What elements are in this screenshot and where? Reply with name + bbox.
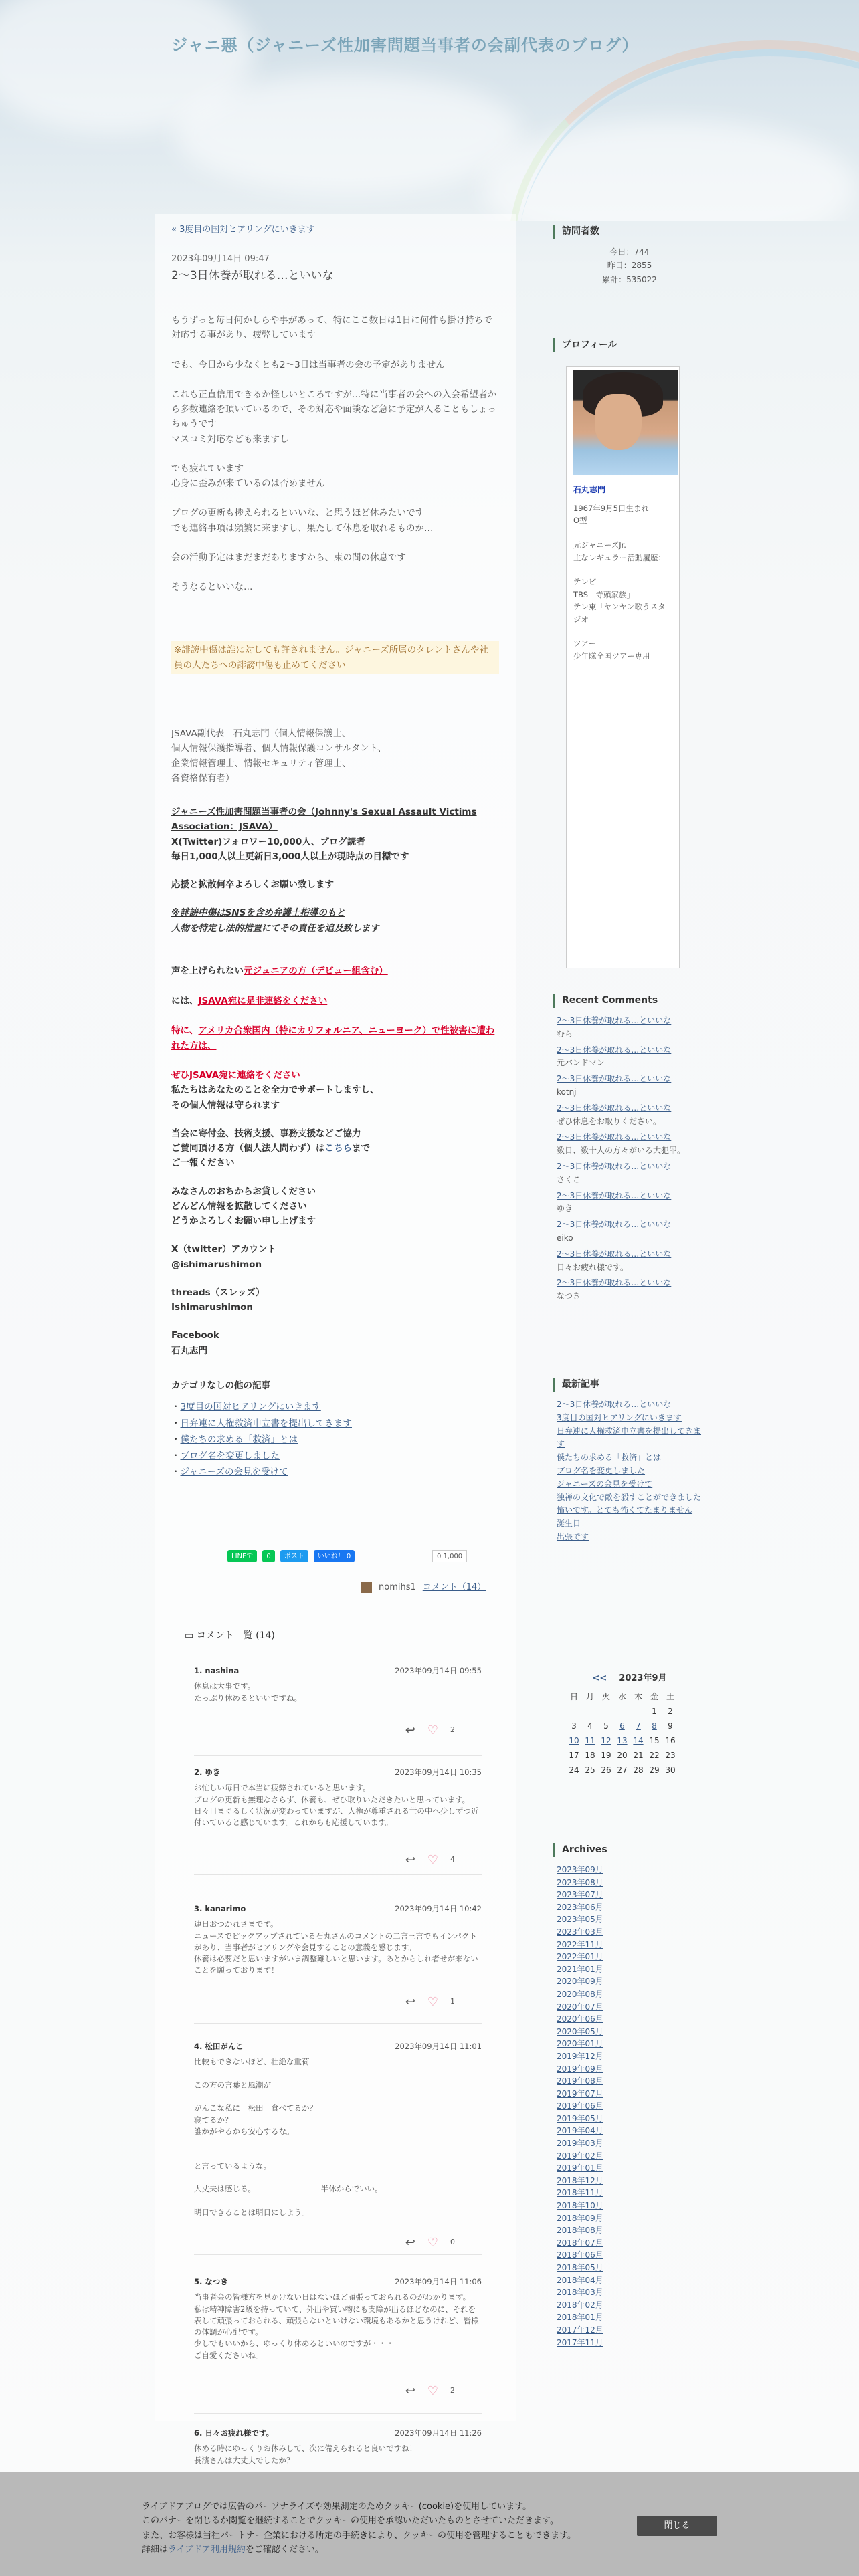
category-link[interactable]: ジャニーズの会見を受けて (180, 1467, 288, 1478)
recent-post-link[interactable]: 3度目の国対ヒアリングにいきます (557, 1412, 682, 1422)
calendar-day: 19 (601, 1750, 611, 1760)
archive-link[interactable]: 2023年09月 (557, 1865, 603, 1874)
comment-article-link[interactable]: 2〜3日休養が取れる…といいな (557, 1278, 672, 1288)
archive-link[interactable]: 2019年04月 (557, 2126, 603, 2136)
comment-text: 連日おつかれさまです。 ニュースでピックアップされている石丸さんのコメントの二言三言でもインパクトがあり、当事者がヒアリングや会見することの意義を感じます。 休養は必要だと思いますがいま調整難しいと思います。あとからしれ者せが来ないことを願っております！ (194, 1919, 478, 1975)
recent-post-link[interactable]: ブログ名を変更しました (557, 1465, 646, 1475)
recent-post-link[interactable]: 怖いです。とても怖くてたまりません (557, 1505, 693, 1515)
category-list (171, 1400, 499, 1479)
commenter-name: kotnj (557, 1087, 577, 1097)
weekday-header: 土 (666, 1691, 674, 1701)
calendar-day (614, 1704, 630, 1719)
like-icon[interactable]: ♡ (427, 1853, 438, 1867)
category-link[interactable]: ブログ名を変更しました (180, 1451, 280, 1462)
calendar-day: 3 (571, 1721, 577, 1731)
call-highlight: JSAVA宛に連絡をください (189, 1070, 300, 1081)
calendar-day: 15 (649, 1735, 660, 1745)
call-highlight: 元ジュニアの方（デビュー組含む） (244, 966, 388, 977)
commenter-name: 元バンドマン (557, 1058, 605, 1068)
archive-link[interactable]: 2022年11月 (557, 1939, 603, 1949)
calendar-day: 25 (585, 1765, 595, 1775)
comment-item (194, 1767, 482, 1875)
x-account: X（twitter）アカウント @ishimarushimon (171, 1244, 277, 1270)
weekday-header: 日 (569, 1691, 578, 1701)
calendar-day-link[interactable]: 10 (569, 1735, 579, 1745)
x-post-button[interactable]: ポスト (280, 1550, 308, 1562)
paragraph: そうなるといいな… (171, 582, 253, 593)
recent-post-link[interactable]: ジャニーズの会見を受けて (557, 1479, 653, 1489)
calendar-day: 20 (617, 1750, 628, 1760)
comment-date: 2023年09月14日 10:35 (395, 1767, 482, 1777)
commenter-name: さくこ (557, 1174, 581, 1184)
comment-author: 5. なつき (194, 2277, 228, 2286)
weekday-header: 水 (617, 1691, 626, 1701)
list-item (171, 1448, 499, 1463)
terms-link[interactable]: ライブドア利用規約 (168, 2545, 246, 2555)
donate-text: まで ご一報ください (171, 1143, 370, 1169)
like-count: 1 (450, 1997, 455, 2006)
archive-link[interactable]: 2019年12月 (557, 2051, 603, 2061)
call-text: 特に、 (171, 1025, 199, 1037)
warning-text: ※誹謗中傷はSNSを含め弁護士指導のもと 人物を特定し法的措置にてその責任を追及致します (171, 907, 379, 934)
archives-widget (553, 1843, 706, 2349)
recent-post-link[interactable]: 出張です (557, 1531, 589, 1541)
comment-date: 2023年09月14日 10:42 (395, 1904, 482, 1913)
post-date: 2023年09月14日 09:47 (171, 254, 270, 264)
list-item (171, 1432, 499, 1447)
calendar-day-link[interactable]: 8 (652, 1721, 657, 1731)
calendar-day (598, 1704, 614, 1719)
call-text: ぜひ (171, 1070, 189, 1081)
weekday-header: 木 (634, 1691, 642, 1701)
recent-post-link[interactable]: 2〜3日休養が取れる…といいな (557, 1400, 672, 1409)
comment-article-link[interactable]: 2〜3日休養が取れる…といいな (557, 1249, 672, 1259)
archive-link[interactable]: 2018年11月 (557, 2188, 603, 2198)
commenter-name: なつき (557, 1291, 581, 1301)
archive-link[interactable]: 2023年06月 (557, 1902, 603, 1912)
calendar-widget (553, 1672, 706, 1778)
comment-date: 2023年09月14日 09:55 (395, 1666, 482, 1675)
comment-article-link[interactable]: 2〜3日休養が取れる…といいな (557, 1016, 672, 1025)
calendar-table (566, 1689, 678, 1778)
comments-heading (185, 1629, 275, 1643)
comment-article-link[interactable]: 2〜3日休養が取れる…といいな (557, 1074, 672, 1084)
archive-link[interactable]: 2019年02月 (557, 2151, 603, 2161)
comment-article-link[interactable]: 2〜3日休養が取れる…といいな (557, 1132, 672, 1142)
visitor-widget (553, 225, 706, 286)
calendar-day: 29 (649, 1765, 660, 1775)
comments-heading-text: コメント一覧 (14) (196, 1630, 275, 1641)
archive-link[interactable]: 2023年08月 (557, 1877, 603, 1887)
like-icon[interactable]: ♡ (427, 1995, 438, 2009)
cookie-text-block (142, 2500, 650, 2557)
recent-post-link[interactable]: 誕生日 (557, 1519, 581, 1529)
archive-link[interactable]: 2018年06月 (557, 2250, 603, 2260)
org-name: ジャニーズ性加害問題当事者の会（Johnny's Sexual Assault Victims Association：JSAVA） (171, 807, 477, 833)
visitor-counts: 今日：744 昨日：2855 累計：535022 (602, 247, 657, 284)
reply-icon[interactable]: ↩ (405, 1995, 415, 2009)
archive-link[interactable]: 2017年12月 (557, 2325, 603, 2335)
commenter-name: 日々お疲れ様です。 (557, 1262, 629, 1272)
calendar-day: 4 (587, 1721, 593, 1731)
support-promise: 私たちはあなたのことを全力でサポートしますし、 その個人情報は守られます (171, 1085, 379, 1111)
category-link[interactable]: 3度目の国対ヒアリングにいきます (180, 1402, 321, 1413)
list-item (171, 1465, 499, 1479)
archive-link[interactable]: 2023年03月 (557, 1927, 603, 1937)
calendar-day-link[interactable]: 14 (633, 1735, 644, 1745)
archive-link[interactable]: 2023年07月 (557, 1890, 603, 1900)
list-item (171, 1400, 499, 1414)
archive-link[interactable]: 2020年08月 (557, 1989, 603, 1999)
comment-author: 4. 松田がんこ (194, 2042, 244, 2051)
reply-icon[interactable]: ↩ (405, 2236, 415, 2250)
comment-article-link[interactable]: 2〜3日休養が取れる…といいな (557, 1190, 672, 1200)
paragraph: もうずっと毎日何かしらや事があって、特にここ数日は1日に何件も掛け持ちで対応する事があり、疲弊しています (171, 315, 492, 341)
byline (361, 1581, 486, 1594)
threads-account: threads（スレッズ） Ishimarushimon (171, 1287, 265, 1313)
recent-comments-widget (553, 994, 706, 1306)
comment-item (194, 2276, 482, 2414)
weekday-header: 火 (601, 1691, 610, 1701)
reply-icon[interactable]: ↩ (405, 2384, 415, 2398)
recent-post-link[interactable]: 日弁連に人権救済申立書を提出してきます (557, 1426, 702, 1449)
weekday-header: 月 (585, 1691, 594, 1701)
profile-info: 1967年9月5日生まれ O型 元ジャニーズJr. 主なレギュラー活動履歴： テレビ TBS「寺頭家族」 テレ東「ヤンヤン歌うスタジオ」 ツアー 少年隊全国ツアー専用 (573, 504, 666, 661)
call-highlight: アメリカ合衆国内（特にカリフォルニア、ニューヨーク）で性被害に遭われた方は、 (171, 1025, 495, 1051)
widget-heading: Archives (553, 1843, 706, 1857)
paragraph: 会の活動予定はまだまだありますから、束の間の休息です (171, 552, 406, 563)
calendar-day: 16 (665, 1735, 676, 1745)
archive-link[interactable]: 2020年01月 (557, 2039, 603, 2049)
post-title[interactable]: 2〜3日休養が取れる…といいな (171, 269, 334, 282)
calendar-day: 26 (601, 1765, 611, 1775)
archive-link[interactable]: 2022年01月 (557, 1952, 603, 1962)
archive-link[interactable]: 2018年01月 (557, 2313, 603, 2323)
widget-heading: 訪問者数 (553, 225, 706, 239)
archive-link[interactable]: 2018年09月 (557, 2213, 603, 2223)
archive-link[interactable]: 2017年11月 (557, 2337, 603, 2347)
paragraph: でも疲れています 心身に歪みが来ているのは否めません (171, 463, 325, 490)
like-icon[interactable]: ♡ (427, 2384, 438, 2398)
notice-text: ※誹謗中傷は誰に対しても許されません。ジャニーズ所属のタレントさんや社員の人たちへの誹謗中傷も止めてください (171, 641, 499, 674)
cookie-tail: をご確認ください。 (245, 2545, 324, 2555)
calendar-day: 22 (649, 1750, 660, 1760)
calendar-prev-link[interactable]: << (592, 1673, 607, 1683)
blog-title[interactable]: ジャニ悪（ジャニーズ性加害問題当事者の会副代表のブログ） (171, 36, 639, 55)
archive-link[interactable]: 2018年10月 (557, 2201, 603, 2211)
call-highlight: JSAVA宛に是非連絡をください (198, 995, 328, 1006)
category-link[interactable]: 日弁連に人権救済申立書を提出してきます (180, 1418, 352, 1429)
archive-link[interactable]: 2019年06月 (557, 2101, 603, 2111)
reply-icon[interactable]: ↩ (405, 1723, 415, 1737)
face-shape (595, 394, 642, 450)
comment-author: 3. kanarimo (194, 1904, 246, 1913)
archive-link[interactable]: 2021年01月 (557, 1964, 603, 1974)
archive-link[interactable]: 2020年05月 (557, 2026, 603, 2036)
recent-post-link[interactable]: 僕たちの求める「救済」とは (557, 1453, 662, 1463)
prev-article-link[interactable]: « 3度目の国対ヒアリングにいきます (171, 225, 315, 235)
calendar-title: 2023年9月 (619, 1673, 667, 1683)
rainbow-decoration (518, 49, 859, 221)
like-count: 4 (450, 1855, 455, 1864)
recent-comments-list (553, 1014, 706, 1303)
calendar-day: 30 (665, 1765, 676, 1775)
category-heading: カテゴリなしの他の記事 (171, 1380, 270, 1392)
author-name[interactable]: nomihs1 (379, 1582, 416, 1592)
widget-heading: Recent Comments (553, 994, 706, 1008)
paragraph: ブログの更新も捗えられるといいな、と思うほど休みたいです でも連絡事項は頻繁に来ますし、果たして休息を取れるものか… (171, 508, 434, 534)
comment-date: 2023年09月14日 11:01 (395, 2042, 482, 2051)
donate-text: 当会に寄付金、技術支援、事務支援などご協力 ご賛同頂ける方（個人法人問わず）は (171, 1128, 361, 1154)
cookie-close-button[interactable]: 閉じる (637, 2516, 717, 2536)
facebook-like-button[interactable]: いいね！ 0 (314, 1550, 355, 1562)
recent-post-link[interactable]: 独禅の文化で敵を殺すことができました (557, 1492, 702, 1502)
hatena-bookmark-button[interactable]: 0 1,000 (432, 1550, 467, 1562)
line-share-button[interactable]: LINEで (227, 1550, 257, 1562)
archive-link[interactable]: 2018年03月 (557, 2288, 603, 2298)
calendar-day: 17 (569, 1750, 579, 1760)
recent-posts-widget (553, 1378, 706, 1544)
comment-date: 2023年09月14日 11:26 (395, 2428, 482, 2438)
comment-text: お忙しい毎日で本当に疲弊されていると思います。 ブログの更新も無理なさらず、休養も、ぜひ取りいただきたいと思っています。 日々目まぐるしく状況が変わっていますが、人権が尊重される世の中へ少しずつ近付いていると感じています。これからも応援しています。 (194, 1783, 479, 1827)
comments-link[interactable]: コメント（14） (422, 1582, 486, 1592)
archive-link[interactable]: 2019年05月 (557, 2113, 603, 2123)
calendar-day: 18 (585, 1750, 595, 1760)
comment-article-link[interactable]: 2〜3日休養が取れる…といいな (557, 1103, 672, 1113)
comment-article-link[interactable]: 2〜3日休養が取れる…といいな (557, 1045, 672, 1055)
commenter-name: むら (557, 1029, 573, 1039)
facebook-account: Facebook 石丸志門 (171, 1330, 219, 1356)
call-text: には、 (171, 995, 199, 1006)
archive-link[interactable]: 2023年05月 (557, 1915, 603, 1925)
author-avatar (361, 1582, 372, 1593)
archives-list (553, 1864, 706, 2349)
share-buttons (227, 1550, 355, 1562)
calendar-day: 9 (668, 1721, 673, 1731)
paragraph: でも、今日から少なくとも2〜3日は当事者の会の予定がありません (171, 359, 445, 370)
like-count: 2 (450, 2386, 455, 2395)
comment-text: 休める時にゆっくりお休みして、次に備えられると良いですね！ 長濱さんは大丈夫でしたか？ (194, 2444, 417, 2465)
comment-author: 2. ゆき (194, 1767, 221, 1777)
archive-link[interactable]: 2019年09月 (557, 2064, 603, 2074)
like-icon[interactable]: ♡ (427, 1723, 438, 1737)
comment-item (194, 1665, 482, 1756)
archive-link[interactable]: 2019年07月 (557, 2088, 603, 2099)
support-text: 応援と拡散何卒よろしくお願い致します (171, 879, 334, 891)
comment-author: 1. nashina (194, 1666, 240, 1675)
calendar-day: 21 (633, 1750, 644, 1760)
comment-article-link[interactable]: 2〜3日休養が取れる…といいな (557, 1220, 672, 1230)
archive-link[interactable]: 2018年12月 (557, 2175, 603, 2185)
ask-text: みなさんのおちからお貸しください どんどん情報を拡散してください どうかよろしくお願い申し上げます (171, 1186, 316, 1227)
archive-link[interactable]: 2018年05月 (557, 2263, 603, 2272)
calendar-day (630, 1704, 646, 1719)
calendar-day: 24 (569, 1765, 579, 1775)
archive-link[interactable]: 2020年07月 (557, 2002, 603, 2012)
reply-icon[interactable]: ↩ (405, 1853, 415, 1867)
commenter-name: 数日、数十人の方々がいる大犯罪。 (557, 1146, 686, 1156)
comment-article-link[interactable]: 2〜3日休養が取れる…といいな (557, 1161, 672, 1171)
profile-box (566, 366, 680, 968)
archive-link[interactable]: 2018年02月 (557, 2300, 603, 2310)
like-count: 0 (450, 2238, 455, 2247)
widget-heading: 最新記事 (553, 1378, 706, 1392)
comment-author: 6. 日々お疲れ様です。 (194, 2428, 274, 2438)
comment-icon: ▭ (185, 1630, 194, 1641)
comment-text: 当事者会の皆様方を見かけない日はないほど頑張っておられるのがわかります。 私は精神障害2級を持っていて、外出や買い物にも支障が出るほどなのに、それを表して頑張っておられる、頑張らないといけない環境もあるかと思うけれど、皆様の体調が心配です。 少しでもいいから、ゆっくり休めるといいのですが・・・ ご自愛くださいね。 (194, 2292, 479, 2360)
signature: JSAVA副代表 石丸志門（個人情報保護士、 個人情報保護指導者、個人情報保護コンサルタント、 企業情報管理士、情報セキュリティ管理士、 各資格保有者） (171, 728, 387, 784)
calendar-day (566, 1704, 582, 1719)
calendar-day: 1 (652, 1706, 657, 1716)
calendar-day: 28 (633, 1765, 644, 1775)
profile-photo[interactable] (573, 370, 678, 475)
line-count-button[interactable]: 0 (262, 1550, 274, 1562)
comment-date: 2023年09月14日 11:06 (395, 2277, 482, 2286)
like-count: 2 (450, 1725, 455, 1735)
comment-text: 休息は大事です。 たっぷり休めるといいですね。 (194, 1681, 302, 1703)
profile-widget (553, 338, 706, 359)
archive-link[interactable]: 2020年09月 (557, 1977, 603, 1987)
calendar-day-link[interactable]: 12 (601, 1735, 611, 1745)
archive-link[interactable]: 2019年08月 (557, 2076, 603, 2086)
archive-link[interactable]: 2018年07月 (557, 2238, 603, 2248)
calendar-day-link[interactable]: 13 (617, 1735, 628, 1745)
calendar-day: 5 (603, 1721, 609, 1731)
archive-link[interactable]: 2020年06月 (557, 2014, 603, 2024)
list-item (171, 1416, 499, 1431)
weekday-header: 金 (650, 1691, 658, 1701)
paragraph: これも正直信用できるか怪しいところですが…特に当事者の会への入会希望者から多数連絡を頂いているので、その対応や面談など急に予定が入ることもしょっちゅうです マスコミ対応なども来ますし (171, 389, 496, 445)
like-icon[interactable]: ♡ (427, 2236, 438, 2250)
archive-link[interactable]: 2019年01月 (557, 2163, 603, 2173)
widget-heading: プロフィール (553, 338, 706, 352)
calendar-day-link[interactable]: 11 (585, 1735, 595, 1745)
comment-text: 比較もできないほど、壮絶な重荷 この方の言葉と風潮が がんこな私に 松田 食べてるか？ 寝てるか？ 誰かがやるから安心するな。 と言っているような。 大丈夫は感じる。 半休からでいい。 明日できることは明日にしよう。 (194, 2057, 383, 2217)
donate-link[interactable]: こちら (324, 1143, 352, 1154)
archive-link[interactable]: 2018年08月 (557, 2226, 603, 2236)
commenter-name: eiko (557, 1232, 573, 1243)
cookie-text: ライブドアブログでは広告のパーソナライズや効果測定のためクッキー(cookie)を使用しています。 このバナーを閉じるか閲覧を継続することでクッキーの使用を承認いただいたものとさせていただきます。 また、お客様は当社パートナー企業における所定の手続きにより、クッキーの使用を管理することもできます。 詳細は (142, 2502, 576, 2555)
commenter-name: ゆき (557, 1204, 573, 1214)
calendar-day: 23 (665, 1750, 676, 1760)
profile-name[interactable]: 石丸志門 (573, 485, 606, 494)
follower-goal: X(Twitter)フォロワー10,000人、ブログ読者 毎日1,000人以上更新日3,000人以上が現時点の目標です (171, 836, 409, 862)
post-body (171, 313, 499, 1481)
recent-posts-list (553, 1398, 706, 1544)
calendar-day: 27 (617, 1765, 628, 1775)
call-text: 声を上げられない (171, 966, 244, 977)
cookie-banner (0, 2472, 859, 2576)
comment-item (194, 1903, 482, 2024)
archive-link[interactable]: 2018年04月 (557, 2275, 603, 2285)
comment-item (194, 2041, 482, 2255)
calendar-day (582, 1704, 598, 1719)
calendar-day-link[interactable]: 6 (619, 1721, 625, 1731)
archive-link[interactable]: 2019年03月 (557, 2139, 603, 2149)
calendar-day-link[interactable]: 7 (636, 1721, 641, 1731)
calendar-day: 2 (668, 1706, 673, 1716)
commenter-name: ぜひ休息をお取りください。 (557, 1116, 662, 1126)
cloud-decoration (174, 74, 522, 194)
category-link[interactable]: 僕たちの求める「救済」とは (180, 1434, 298, 1445)
